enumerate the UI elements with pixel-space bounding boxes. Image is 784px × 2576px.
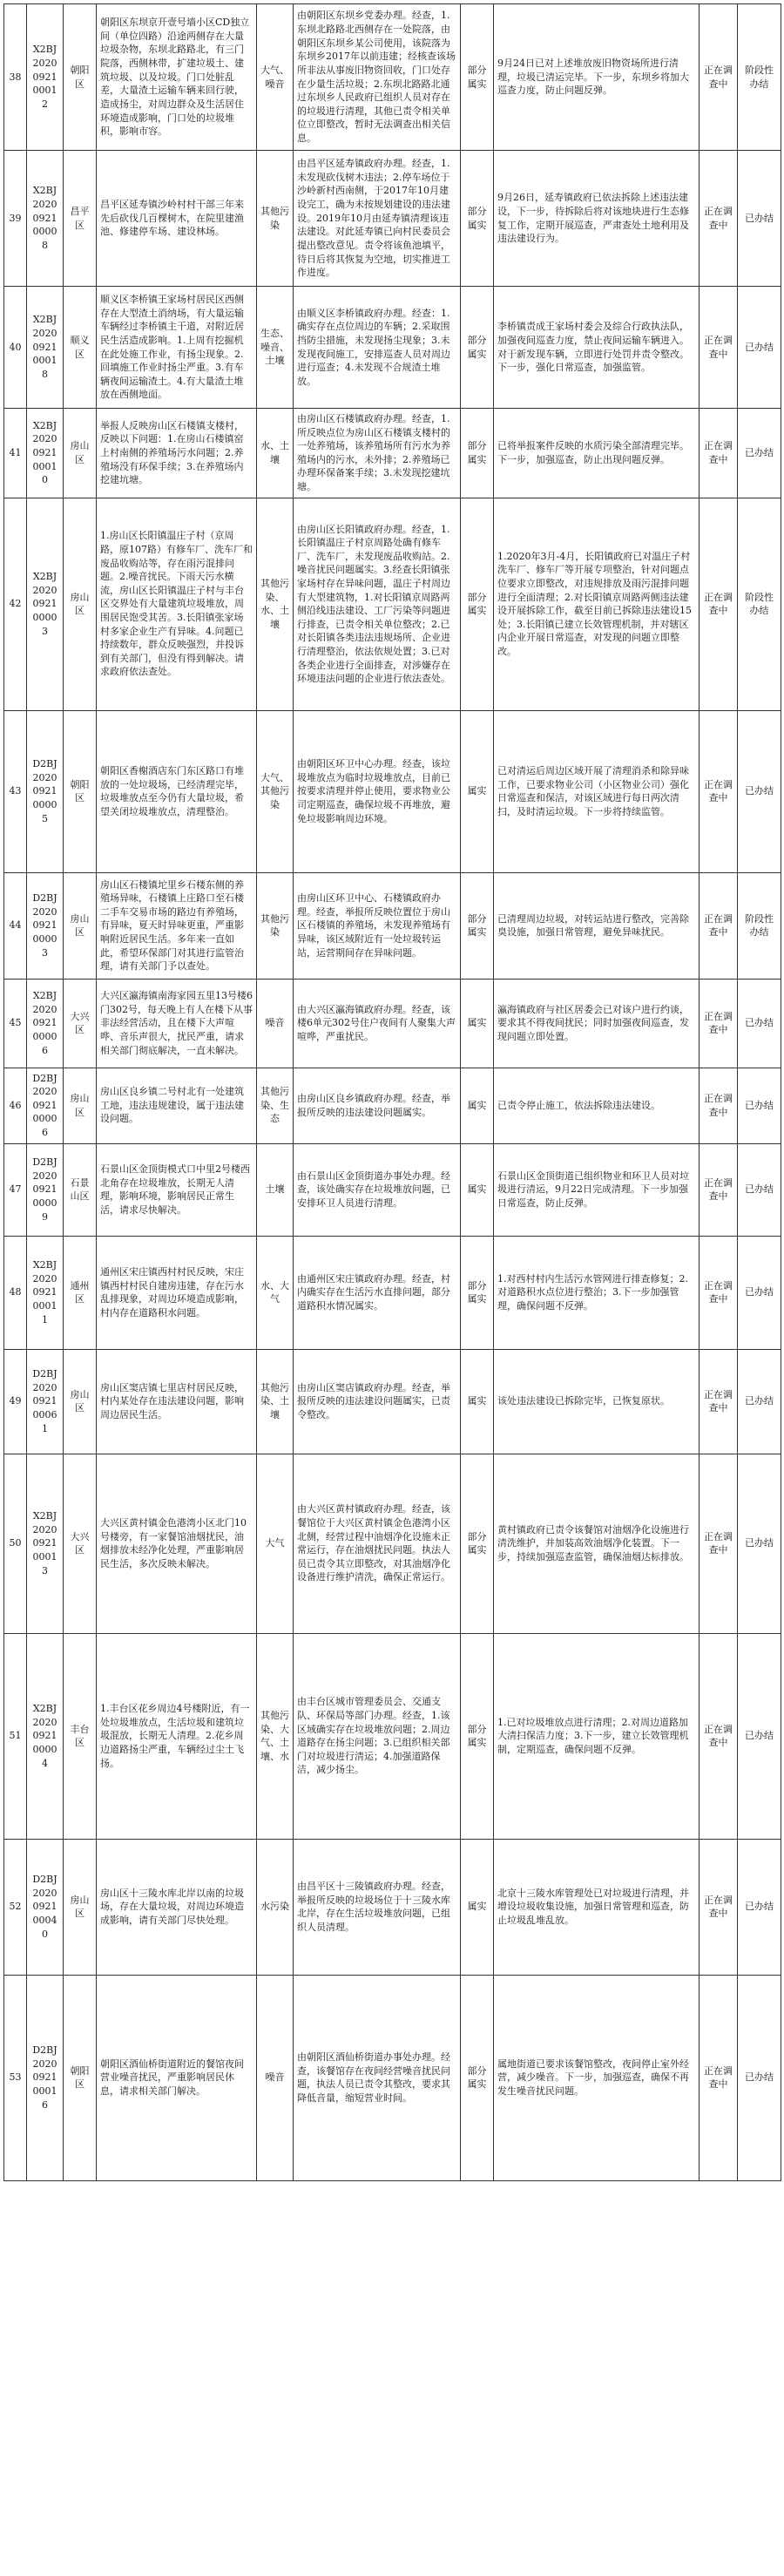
closure-status: 已办结 [738,1454,781,1633]
table-row [4,1236,781,1349]
table-row [4,1975,781,2180]
closure-status: 已办结 [738,1349,781,1454]
investigation-result: 由房山区良乡镇政府办理。经查，举报所反映的违法建设问题属实。 [294,1068,461,1143]
investigation-result: 由昌平区十三陵镇政府办理。经查，举报所反映的垃圾场位于十三陵水库北岸，存在生活垃圾堆放问题，已组织人员清理。 [294,1839,461,1975]
investigation-result: 由昌平区延寿镇政府办理。经查，1.未发现砍伐树木违法；2.停车场位于沙岭新村西南侧，于2017年10月建设完工，确为未按规划建设的违法建设。2019年10月由延寿镇清理该违法建设。对此延寿镇已向村民委员会提出整改意见。责令将该鱼池填平，待日后将其恢复为空地，切实推进工作进度。 [294,151,461,287]
rectification-measures: 属地街道已要求该餐馆整改，夜间停止室外经营，减少噪音。下一步，加强巡查，确保不再发生噪音扰民问题。 [494,1975,700,2180]
rectification-measures: 1.2020年3月-4月，长阳镇政府已对温庄子村洗车厂、修车厂等开展专项整治，针对问题点位要求立即整改，对违规排放及雨污混排问题进行全面清理；2.对长阳镇京周路两侧违法建设开展拆除工作，截至目前已拆除违法建设15处；3.长阳镇已建立长效管理机制，并对辖区内企业开展日常巡查，对发现的问题立即整改。 [494,498,700,710]
rectification-measures: 已清理周边垃圾，对转运站进行整改，完善除臭设施，加强日常管理，避免异味扰民。 [494,872,700,979]
row-number: 41 [4,409,27,498]
table-row [4,287,781,409]
district: 朝阳区 [64,1975,97,2180]
case-code: X2BJ2020092100006 [27,979,64,1068]
verification-status: 部分属实 [461,1975,494,2180]
verification-status: 属实 [461,1143,494,1236]
row-number: 50 [4,1454,27,1633]
rectification-measures: 该处违法建设已拆除完毕，已恢复原状。 [494,1349,700,1454]
processing-stage: 正在调查中 [700,287,738,409]
rectification-measures: 已对清运后周边区域开展了清理消杀和除异味工作，已要求物业公司（小区物业公司）强化日常巡查和保洁，对该区域进行每日两次清扫，及时清运垃圾。下一步将持续监管。 [494,710,700,872]
table-row [4,1633,781,1839]
complaint-content: 房山区良乡镇二号村北有一处建筑工地，违法违规建设，属于违法建设问题。 [97,1068,257,1143]
processing-stage: 正在调查中 [700,1068,738,1143]
case-code: X2BJ2020092100011 [27,1236,64,1349]
pollution-type: 大气、噪音 [257,4,294,151]
district: 丰台区 [64,1633,97,1839]
processing-stage: 正在调查中 [700,1236,738,1349]
closure-status: 阶段性办结 [738,4,781,151]
pollution-type: 噪音 [257,1975,294,2180]
pollution-type: 土壤 [257,1143,294,1236]
district: 房山区 [64,872,97,979]
investigation-result: 由房山区石楼镇政府办理。经查，1.所反映点位为房山区石楼镇支楼村的一处养殖场，该养殖场所有污水为养殖场内的污水，未外排；2.养殖场已办理环保备案手续；3.未发现挖建坑塘。 [294,409,461,498]
table-row [4,710,781,872]
case-code: D2BJ2020092100040 [27,1839,64,1975]
row-number: 51 [4,1633,27,1839]
case-code: X2BJ2020092100004 [27,1633,64,1839]
case-code: D2BJ2020092100003 [27,872,64,979]
verification-status: 属实 [461,1349,494,1454]
case-code: X2BJ2020092100008 [27,151,64,287]
verification-status: 部分属实 [461,1454,494,1633]
investigation-result: 由朝阳区环卫中心办理。经查，该垃圾堆放点为临时垃圾堆放点，目前已按要求清理并停止使用，要求物业公司定期巡查，确保垃圾不再堆放，避免垃圾影响周边环境。 [294,710,461,872]
complaint-content: 通州区宋庄镇西村村民反映，宋庄镇西村村民自建房违建，存在污水乱排现象，对周边环境造成影响，村内存在道路积水问题。 [97,1236,257,1349]
row-number: 43 [4,710,27,872]
row-number: 47 [4,1143,27,1236]
complaint-content: 房山区窦店镇七里店村居民反映，村内某处存在违法建设问题，影响周边居民生活。 [97,1349,257,1454]
district: 房山区 [64,1839,97,1975]
case-code: D2BJ2020092100005 [27,710,64,872]
investigation-result: 由顺义区李桥镇政府办理。经查：1.确实存在点位周边的车辆；2.采取围挡防尘措施，未发现扬尘现象；3.未发现夜间施工，安排巡查人员对周边进行巡查；4.未发现不合规渣土堆放。 [294,287,461,409]
district: 昌平区 [64,151,97,287]
processing-stage: 正在调查中 [700,872,738,979]
investigation-result: 由大兴区瀛海镇政府办理。经查，该楼6单元302号住户夜间有人聚集大声喧哗，严重扰民。 [294,979,461,1068]
closure-status: 已办结 [738,710,781,872]
closure-status: 已办结 [738,1236,781,1349]
district: 房山区 [64,498,97,710]
table-row [4,1454,781,1633]
processing-stage: 正在调查中 [700,151,738,287]
investigation-result: 由朝阳区酒仙桥街道办事处办理。经查，该餐馆存在夜间经营噪音扰民问题，执法人员已责令其整改，要求其降低音量，缩短营业时间。 [294,1975,461,2180]
processing-stage: 正在调查中 [700,1143,738,1236]
investigation-result: 由石景山区金顶街道办事处办理。经查，该处确实存在垃圾堆放问题，已安排环卫人员进行清理。 [294,1143,461,1236]
complaint-content: 房山区石楼镇坨里乡石楼东侧的养殖场异味，石楼镇上庄路口至石楼二手车交易市场的路边有养殖场，有异味，夏天时异味更重，严重影响附近居民生活。多年来一直如此，希望环保部门对其进行监管治理，请有关部门予以查处。 [97,872,257,979]
district: 大兴区 [64,979,97,1068]
verification-status: 属实 [461,710,494,872]
pollution-type: 其他污染、水、土壤 [257,498,294,710]
rectification-measures: 石景山区金顶街道已组织物业和环卫人员对垃圾进行清运，9月22日完成清理。下一步加强日常巡查，防止反弹。 [494,1143,700,1236]
verification-status: 属实 [461,1068,494,1143]
table-row [4,1349,781,1454]
investigation-result: 由房山区长阳镇政府办理。经查，1.长阳镇温庄子村京周路处确有修车厂、洗车厂，未发现废品收购站。2.噪音扰民问题属实。3.经查长阳镇张家场村存在异味问题，温庄子村周边有大型建筑物，1.对长阳镇京周路两侧沿线违法建设、工厂污染等问题进行排查，已责令相关单位整改；2.已对长阳镇各类违法违规场所、企业进行清理整治，依法依规处置；3.已对各类企业进行全面排查，对涉嫌存在环境违法问题的企业进行依法查处。 [294,498,461,710]
closure-status: 阶段性办结 [738,872,781,979]
row-number: 42 [4,498,27,710]
pollution-type: 其他污染 [257,872,294,979]
complaint-content: 石景山区金顶街模式口中里2号楼西北角存在垃圾堆放，长期无人清理，影响环境，影响居民正常生活，请求尽快解决。 [97,1143,257,1236]
rectification-measures: 1.已对垃圾堆放点进行清理；2.对周边道路加大清扫保洁力度；3.下一步，建立长效管理机制，定期巡查，确保问题不反弹。 [494,1633,700,1839]
processing-stage: 正在调查中 [700,979,738,1068]
complaint-content: 大兴区瀛海镇南海家园五里13号楼6门302号，每天晚上有人在楼下从事非法经营活动，且在楼下大声喧哗、音乐声很大，扰民严重，请求相关部门彻底解决，一直未解决。 [97,979,257,1068]
closure-status: 已办结 [738,1143,781,1236]
case-code: D2BJ2020092100006 [27,1068,64,1143]
complaint-content: 朝阳区香榭酒店东门东区路口有堆放的一处垃圾场，已经清理完毕，垃圾堆放点至今仍有大量垃圾，希望关闭垃圾堆放点，清理整治。 [97,710,257,872]
closure-status: 已办结 [738,1068,781,1143]
pollution-type: 水、土壤 [257,409,294,498]
complaint-content: 昌平区延寿镇沙岭村村干部三年来先后砍伐几百棵树木，在院里建渔池、修建停车场、建设林场。 [97,151,257,287]
row-number: 53 [4,1975,27,2180]
complaint-content: 顺义区李桥镇王家场村居民区西侧存在大型渣土消纳场，有大量运输车辆经过李桥镇主干道，对附近居民生活造成影响。1.上周有挖掘机在此处施工作业，有扬尘现象。2.回填施工作业时扬尘严重。3.有车辆夜间运输渣土。4.有大量渣土堆放在西侧地面。 [97,287,257,409]
verification-status: 部分属实 [461,4,494,151]
table-row [4,409,781,498]
processing-stage: 正在调查中 [700,1975,738,2180]
row-number: 40 [4,287,27,409]
rectification-measures: 瀛海镇政府与社区居委会已对该户进行约谈，要求其不得夜间扰民；同时加强夜间巡查，发现问题立即处置。 [494,979,700,1068]
pollution-type: 大气、其他污染 [257,710,294,872]
verification-status: 部分属实 [461,151,494,287]
table-row [4,872,781,979]
district: 通州区 [64,1236,97,1349]
pollution-type: 噪音 [257,979,294,1068]
complaint-content: 朝阳区东坝京开壹号墙小区CD独立间（单位四路）沿途两侧存在大量垃圾杂物，东坝北路路北，有三门院落，西侧林带，扩建垃圾土、建筑垃圾、以及垃圾。门口处脏乱差，大量渣土运输车辆来回行驶，造成扬尘，对周边群众及生活居住环境造成影响，门口处的垃圾堆积，影响市容。 [97,4,257,151]
table-row [4,1143,781,1236]
closure-status: 阶段性办结 [738,498,781,710]
verification-status: 属实 [461,979,494,1068]
rectification-measures: 9月24日已对上述堆放废旧物资场所进行清理，垃圾已清运完毕。下一步，东坝乡将加大巡查力度，防止问题反弹。 [494,4,700,151]
complaint-content: 房山区十三陵水库北岸以南的垃圾场，存在大量垃圾，对周边环境造成影响，请有关部门尽快处理。 [97,1839,257,1975]
processing-stage: 正在调查中 [700,1454,738,1633]
verification-status: 属实 [461,1839,494,1975]
investigation-result: 由丰台区城市管理委员会、交通支队、环保局等部门办理。经查，1.该区域确实存在垃圾堆放问题；2.周边道路存在扬尘问题；3.已组织相关部门对垃圾进行清运；4.加强道路保洁，减少扬尘。 [294,1633,461,1839]
verification-status: 部分属实 [461,1236,494,1349]
pollution-type: 水污染 [257,1839,294,1975]
district: 房山区 [64,1068,97,1143]
processing-stage: 正在调查中 [700,1633,738,1839]
rectification-measures: 北京十三陵水库管理处已对垃圾进行清理，并增设垃圾收集设施，加强日常管理和巡查，防止垃圾乱堆乱放。 [494,1839,700,1975]
complaint-content: 举报人反映房山区石楼镇支楼村，反映以下问题：1.在房山石楼镇窑上村南侧的养殖场污水问题；2.养殖场没有环保手续；3.在养殖场内挖建坑塘。 [97,409,257,498]
pollution-type: 其他污染、土壤 [257,1349,294,1454]
processing-stage: 正在调查中 [700,498,738,710]
case-table [3,3,781,2181]
complaint-content: 大兴区黄村镇金色港湾小区北门10号楼旁，有一家餐馆油烟扰民，油烟排放未经净化处理，严重影响居民生活，多次反映未解决。 [97,1454,257,1633]
processing-stage: 正在调查中 [700,1839,738,1975]
rectification-measures: 李桥镇责成王家场村委会及综合行政执法队，加强夜间巡查力度，禁止夜间运输车辆进入。对于新发现车辆，立即进行处罚并责令整改。下一步，强化日常巡查，加强监管。 [494,287,700,409]
closure-status: 已办结 [738,1839,781,1975]
processing-stage: 正在调查中 [700,710,738,872]
row-number: 44 [4,872,27,979]
district: 大兴区 [64,1454,97,1633]
case-code: X2BJ2020092100018 [27,287,64,409]
complaint-content: 1.房山区长阳镇温庄子村（京周路，原107路）有修车厂、洗车厂和废品收购站等，存在雨污混排问题。2.噪音扰民。下雨天污水横流，房山区长阳镇温庄子村与丰台区交界处有大量建筑垃圾堆放，周围居民饱受其苦。3.长阳镇张家场村多家企业生产有异味。4.问题已持续数年，群众反映强烈，并投诉到有关部门，但没有得到解决。请求政府依法查处。 [97,498,257,710]
case-code: D2BJ2020092100016 [27,1975,64,2180]
case-code: X2BJ2020092100003 [27,498,64,710]
row-number: 46 [4,1068,27,1143]
closure-status: 已办结 [738,409,781,498]
closure-status: 已办结 [738,151,781,287]
case-code: D2BJ2020092100061 [27,1349,64,1454]
row-number: 38 [4,4,27,151]
rectification-measures: 黄村镇政府已责令该餐馆对油烟净化设施进行清洗维护，并加装高效油烟净化装置。下一步，持续加强巡查监管，确保油烟达标排放。 [494,1454,700,1633]
processing-stage: 正在调查中 [700,409,738,498]
pollution-type: 水、大气 [257,1236,294,1349]
district: 顺义区 [64,287,97,409]
processing-stage: 正在调查中 [700,4,738,151]
table-body [4,4,781,2181]
rectification-measures: 已将举报案件反映的水质污染全部清理完毕。下一步，加强巡查，防止出现问题反弹。 [494,409,700,498]
district: 朝阳区 [64,710,97,872]
case-code: X2BJ2020092100013 [27,1454,64,1633]
pollution-type: 生态、噪音、土壤 [257,287,294,409]
closure-status: 已办结 [738,1975,781,2180]
verification-status: 部分属实 [461,498,494,710]
verification-status: 部分属实 [461,872,494,979]
district: 房山区 [64,1349,97,1454]
pollution-type: 大气 [257,1454,294,1633]
verification-status: 部分属实 [461,287,494,409]
investigation-result: 由大兴区黄村镇政府办理。经查，该餐馆位于大兴区黄村镇金色港湾小区北侧，经营过程中油烟净化设施未正常运行，存在油烟扰民问题。执法人员已责令其立即整改，对其油烟净化设备进行维护清洗，确保正常运行。 [294,1454,461,1633]
district: 房山区 [64,409,97,498]
pollution-type: 其他污染 [257,151,294,287]
row-number: 49 [4,1349,27,1454]
investigation-result: 由通州区宋庄镇政府办理。经查，村内确实存在生活污水直排问题，部分道路积水情况属实。 [294,1236,461,1349]
investigation-result: 由房山区环卫中心、石楼镇政府办理。经查，举报所反映位置位于房山区石楼镇的养殖场，未发现养殖场有异味，该区域附近有一处垃圾转运站，运营期间存在异味问题。 [294,872,461,979]
pollution-type: 其他污染、生态 [257,1068,294,1143]
closure-status: 已办结 [738,979,781,1068]
table-row [4,498,781,710]
rectification-measures: 1.对西村村内生活污水管网进行排查修复；2.对道路积水点位进行整治；3.下一步加强管理，确保问题不反弹。 [494,1236,700,1349]
complaint-content: 朝阳区酒仙桥街道附近的餐馆夜间营业噪音扰民，严重影响居民休息，请求相关部门解决。 [97,1975,257,2180]
investigation-result: 由朝阳区东坝乡党委办理。经查，1.东坝北路路北西侧存在一处院落，由朝阳区东坝乡某公司使用，该院落为东坝乡2017年以前违建；经核查该场所非法从事废旧物资回收，门口处存在少量生活垃圾；2.东坝北路路北通过东坝乡人民政府已组织人员对存在的垃圾进行清理，其他已责令相关单位立即整改，暂时无法调查出相关信息。 [294,4,461,151]
closure-status: 已办结 [738,1633,781,1839]
table-row [4,979,781,1068]
row-number: 52 [4,1839,27,1975]
row-number: 39 [4,151,27,287]
district: 石景山区 [64,1143,97,1236]
district: 朝阳区 [64,4,97,151]
pollution-type: 其他污染、大气、土壤、水 [257,1633,294,1839]
table-row [4,1839,781,1975]
investigation-result: 由房山区窦店镇政府办理。经查，举报所反映的违法建设问题属实，已责令整改。 [294,1349,461,1454]
verification-status: 部分属实 [461,409,494,498]
verification-status: 部分属实 [461,1633,494,1839]
processing-stage: 正在调查中 [700,1349,738,1454]
complaint-content: 1.丰台区花乡周边4号楼附近，有一处垃圾堆放点，生活垃圾和建筑垃圾混放，长期无人清理。2.花乡周边道路扬尘严重，车辆经过尘土飞扬。 [97,1633,257,1839]
case-code: X2BJ2020092100012 [27,4,64,151]
row-number: 45 [4,979,27,1068]
case-code: X2BJ2020092100010 [27,409,64,498]
closure-status: 已办结 [738,287,781,409]
rectification-measures: 9月26日，延寿镇政府已依法拆除上述违法建设，下一步，待拆除后将对该地块进行生态修复工作，定期开展巡查，严肃查处土地利用及违法建设行为。 [494,151,700,287]
table-row [4,4,781,151]
case-code: D2BJ2020092100009 [27,1143,64,1236]
row-number: 48 [4,1236,27,1349]
rectification-measures: 已责令停止施工，依法拆除违法建设。 [494,1068,700,1143]
table-row [4,151,781,287]
table-row [4,1068,781,1143]
